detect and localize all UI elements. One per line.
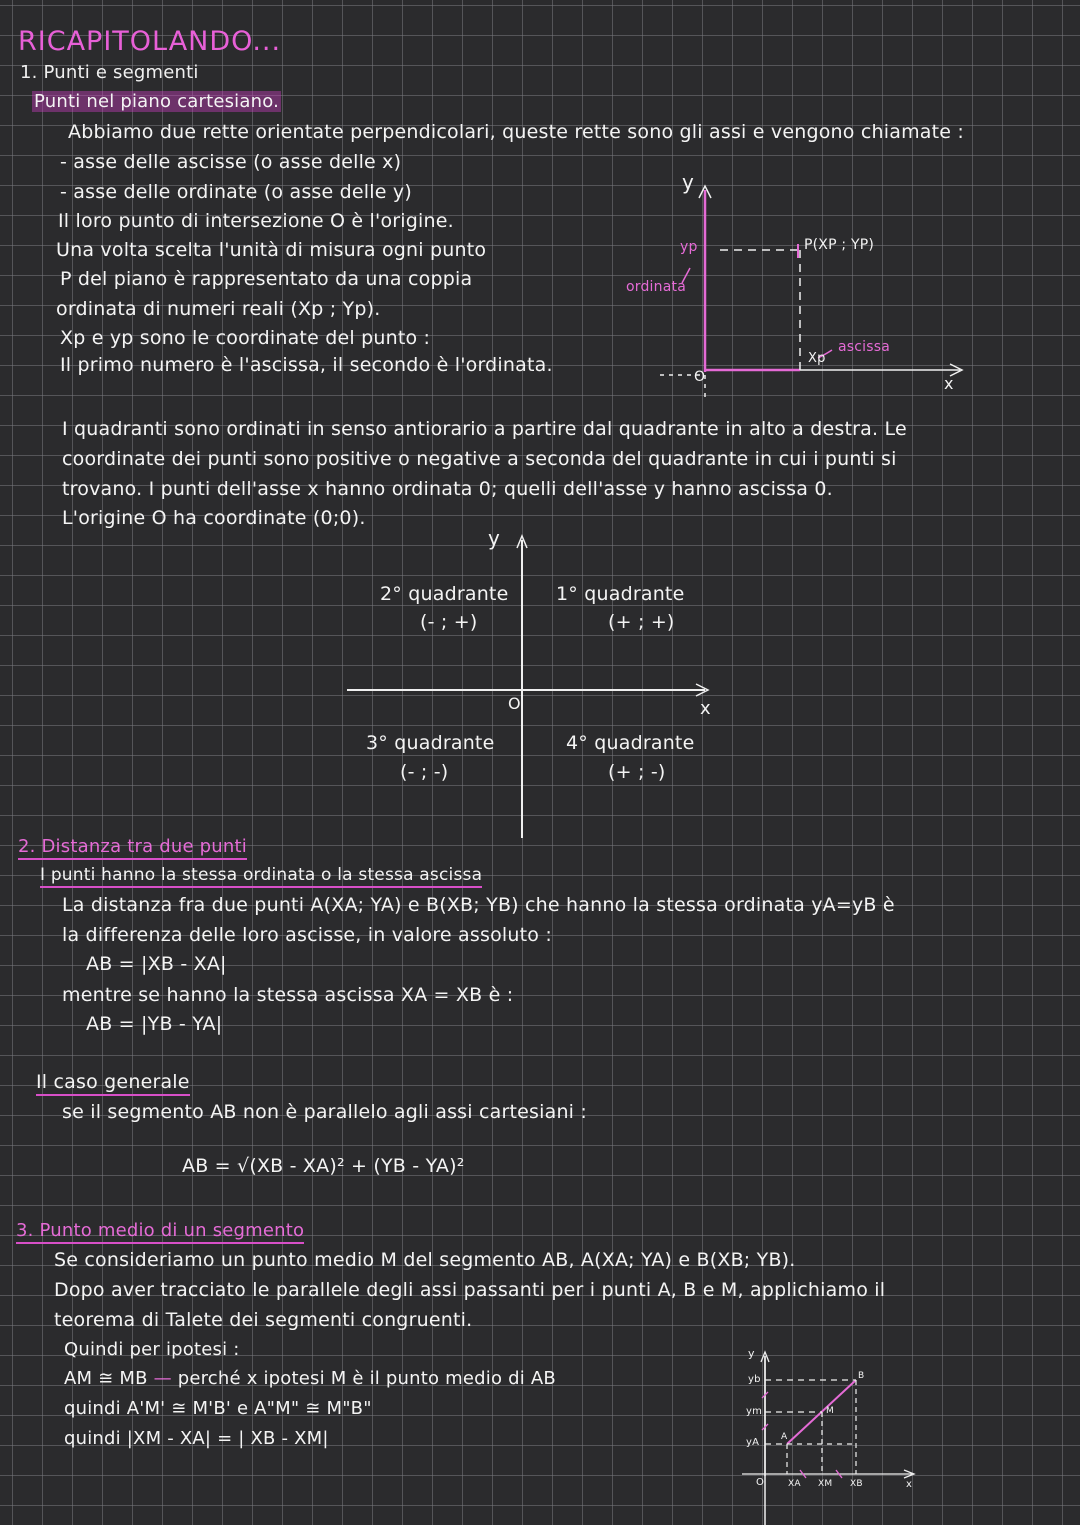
fig1-y-label: y [682, 170, 695, 194]
quad-3-sign: (- ; -) [400, 761, 449, 783]
s1-line-3: - asse delle ordinate (o asse delle y) [60, 181, 412, 203]
fig3-ym-label: ym [746, 1406, 763, 1417]
fig1-x-label: x [944, 374, 954, 393]
s1-line-1: Abbiamo due rette orientate perpendicolari, queste rette sono gli assi e vengono chiamate : [68, 121, 964, 143]
quadrant-text-3: trovano. I punti dell'asse x hanno ordinata 0; quelli dell'asse y hanno ascissa 0. [62, 478, 833, 500]
s2-line-2: la differenza delle loro ascisse, in valore assoluto : [62, 924, 552, 946]
s1-line-4: Il loro punto di intersezione O è l'origine. [58, 210, 454, 232]
s3-line-6: quindi A'M' ≅ M'B' e A"M" ≅ M"B" [64, 1398, 372, 1419]
quad-3-label: 3° quadrante [366, 732, 495, 754]
fig3-xb-label: XB [850, 1479, 863, 1489]
quadrant-text-4: L'origine O ha coordinate (0;0). [62, 507, 366, 529]
quadrant-text-1: I quadranti sono ordinati in senso antiorario a partire dal quadrante in alto a destra. Le [62, 418, 907, 440]
s1-line-9: Il primo numero è l'ascissa, il secondo è l'ordinata. [60, 354, 553, 376]
section-1-heading: 1. Punti e segmenti [20, 62, 199, 83]
fig3-m-label: M [826, 1406, 834, 1416]
s3-line-5: AM ≅ MB — perché x ipotesi M è il punto medio di AB [64, 1368, 556, 1389]
s2-formula-2: AB = |YB - YA| [86, 1013, 223, 1035]
fig1-origin-label: O [694, 369, 706, 385]
s2-line-3: mentre se hanno la stessa ascissa XA = XB è : [62, 984, 514, 1006]
fig3-xm-label: XM [818, 1479, 833, 1489]
quad-1-sign: (+ ; +) [608, 611, 675, 633]
fig3-a-label: A [781, 1432, 788, 1442]
s1-line-7: ordinata di numeri reali (Xp ; Yp). [56, 298, 381, 320]
fig3-yb-label: yb [748, 1374, 761, 1385]
s2-line-1: La distanza fra due punti A(XA; YA) e B(XB; YB) che hanno la stessa ordinata yA=yB è [62, 894, 895, 916]
quad-origin-label: O [508, 694, 521, 713]
s2-general-line: se il segmento AB non è parallelo agli assi cartesiani : [62, 1101, 588, 1123]
s1-line-5: Una volta scelta l'unità di misura ogni punto [56, 239, 487, 261]
fig3-origin-label: O [756, 1477, 765, 1488]
quad-2-sign: (- ; +) [420, 611, 478, 633]
fig1-ordinata-label: ordinata [626, 279, 686, 295]
fig1-xp-label: Xp [808, 351, 826, 366]
quad-1-label: 1° quadrante [556, 583, 685, 605]
fig1-yp-label: yp [680, 239, 698, 255]
quadrant-text-2: coordinate dei punti sono positive o negative a seconda del quadrante in cui i punti si [62, 448, 897, 470]
fig3-b-label: B [858, 1371, 865, 1381]
fig3-xa-label: XA [788, 1479, 801, 1489]
s1-line-8: Xp e yp sono le coordinate del punto : [60, 327, 431, 349]
s3-line-1: Se consideriamo un punto medio M del segmento AB, A(XA; YA) e B(XB; YB). [54, 1249, 796, 1271]
s1-line-2: - asse delle ascisse (o asse delle x) [60, 151, 402, 173]
section-2-heading: 2. Distanza tra due punti [18, 838, 247, 856]
quad-4-label: 4° quadrante [566, 732, 695, 754]
section-2-subheading: I punti hanno la stessa ordinata o la stessa ascissa [40, 867, 482, 884]
fig3-y-label: y [748, 1347, 755, 1360]
s3-line-7: quindi |XM - XA| = | XB - XM| [64, 1428, 329, 1449]
s2-formula-1: AB = |XB - XA| [86, 953, 227, 975]
fig1-ascissa-label: ascissa [838, 339, 891, 355]
section-3-heading: 3. Punto medio di un segmento [16, 1222, 304, 1240]
s3-line-3: teorema di Talete dei segmenti congruenti. [54, 1309, 473, 1331]
section-1-subheading: Punti nel piano cartesiano. [34, 91, 280, 112]
fig1-point-label: P(XP ; YP) [804, 237, 875, 253]
quad-4-sign: (+ ; -) [608, 761, 666, 783]
quad-y-label: y [488, 526, 501, 550]
fig3-x-label: x [906, 1479, 913, 1490]
quad-x-label: x [700, 698, 711, 719]
quad-2-label: 2° quadrante [380, 583, 509, 605]
s3-line-4: Quindi per ipotesi : [64, 1339, 240, 1360]
fig3-ya-label: yA [746, 1437, 760, 1448]
s2-general-heading: Il caso generale [36, 1073, 190, 1092]
s3-line-2: Dopo aver tracciato le parallele degli assi passanti per i punti A, B e M, applichiamo il [54, 1279, 886, 1301]
s1-line-6: P del piano è rappresentato da una coppia [60, 268, 473, 290]
page-title: RICAPITOLANDO... [18, 26, 282, 57]
s2-formula-3: AB = √(XB - XA)² + (YB - YA)² [182, 1155, 465, 1177]
